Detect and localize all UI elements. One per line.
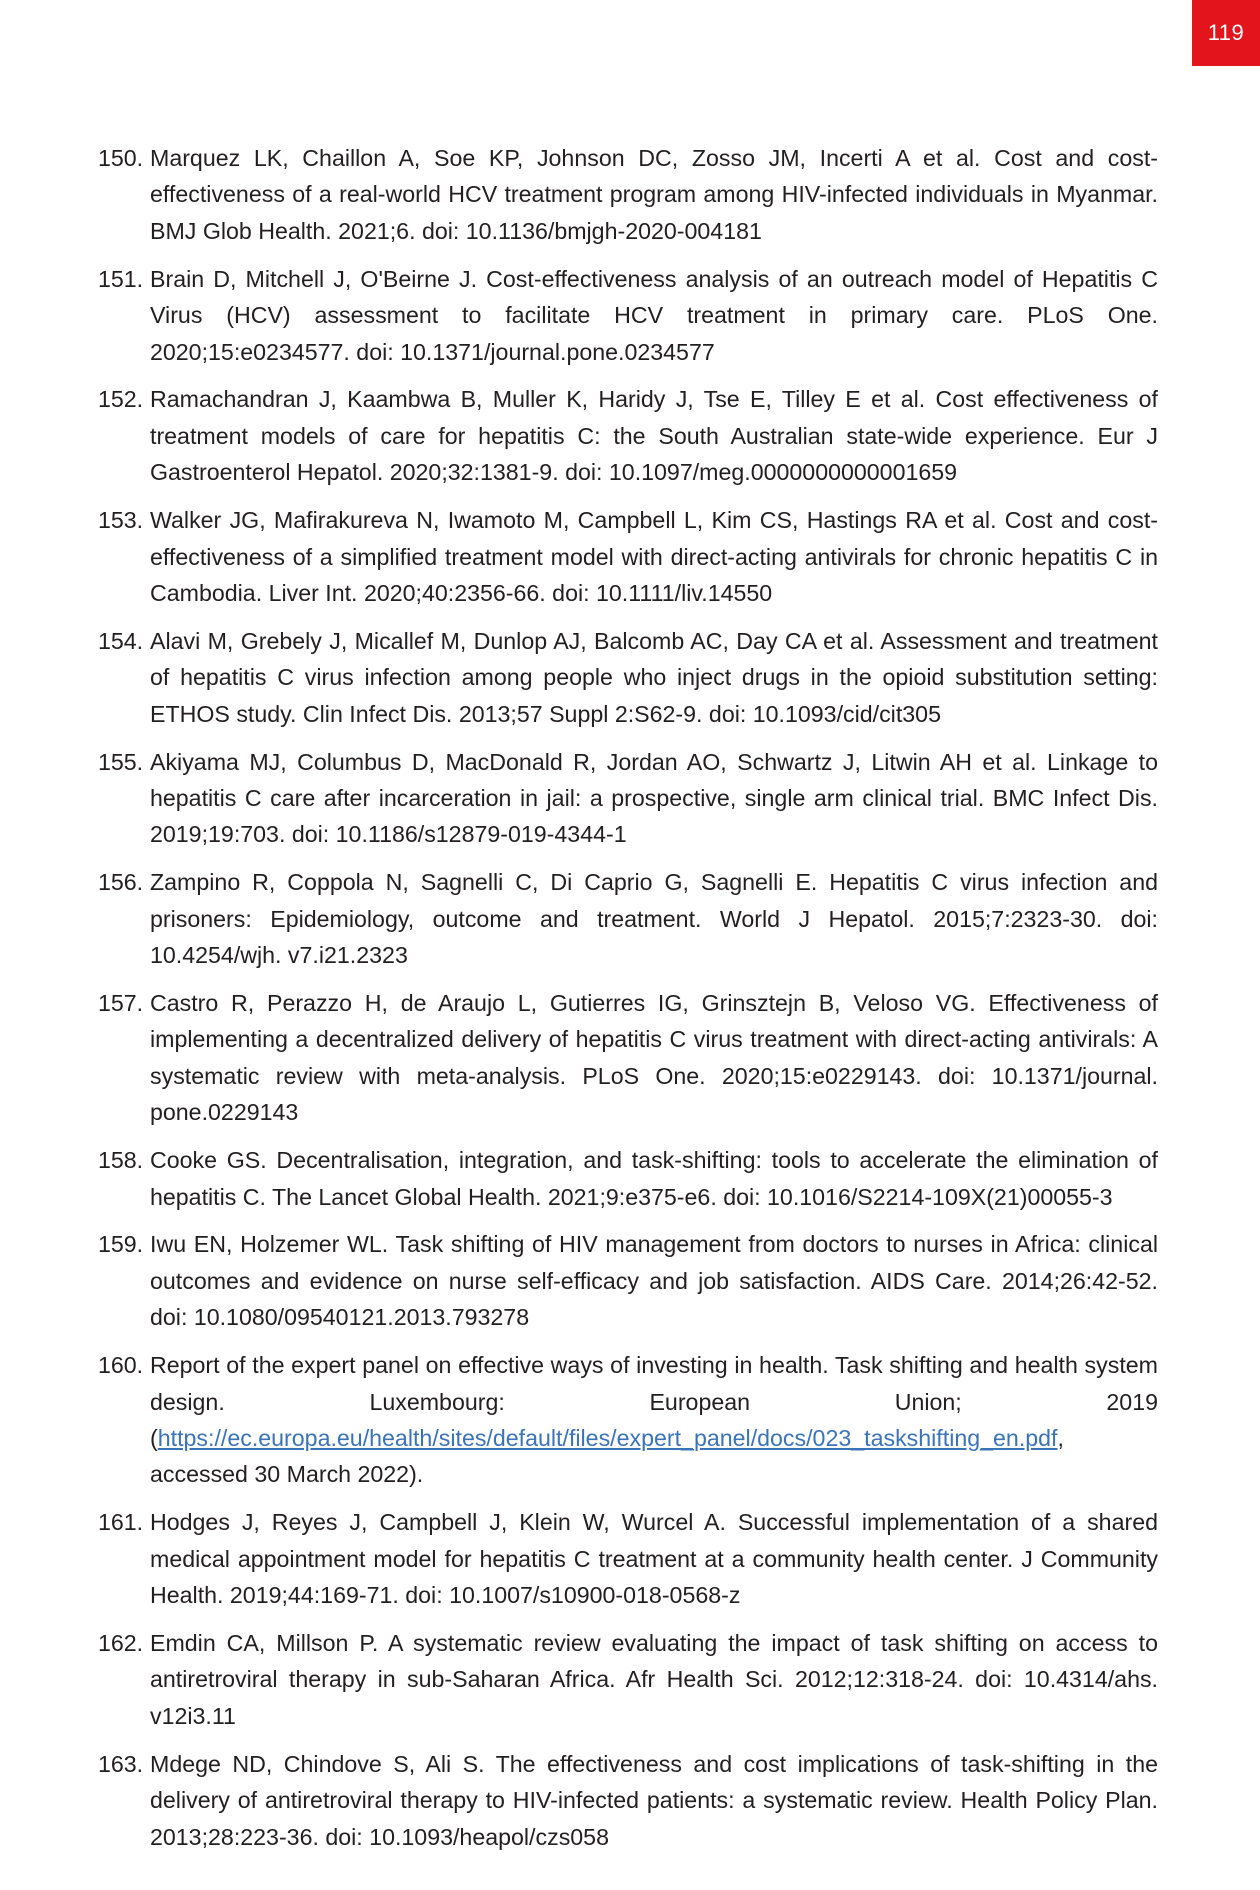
reference-number: 159.	[98, 1231, 144, 1258]
reference-item	[98, 744, 1158, 853]
reference-item	[98, 985, 1158, 1131]
reference-text: Cooke GS. Decentralisation, integration, and task-shifting: tools to accelerate the elimination of hepatitis C. The Lancet Global Health. 2021;9:e375-e6. doi: 10.1016/S2214-109X(21)00055-3	[150, 1147, 1158, 1210]
reference-text: Hodges J, Reyes J, Campbell J, Klein W, Wurcel A. Successful implementation of a shared medical appointment model for hepatitis C treatment at a community health center. J Community Health. 2019;44:169-71. doi: 10.1007/s10900-018-0568-z	[150, 1509, 1158, 1609]
reference-number: 152.	[98, 386, 144, 413]
reference-number: 156.	[98, 869, 144, 896]
reference-number: 160.	[98, 1352, 144, 1379]
reference-text: Report of the expert panel on effective ways of investing in health. Task shifting and health system design. Luxembourg: European Union; 2019 (	[150, 1352, 1158, 1451]
reference-text: Brain D, Mitchell J, O'Beirne J. Cost-effectiveness analysis of an outreach model of Hepatitis C Virus (HCV) assessment to facilitate HCV treatment in primary care. PLoS One. 2020;15:e0234577. doi: 10.1371/journal.pone.0234577	[150, 265, 1158, 365]
reference-text: Iwu EN, Holzemer WL. Task shifting of HIV management from doctors to nurses in Africa: clinical outcomes and evidence on nurse self-efficacy and job satisfaction. AIDS Care. 2014;26:42-52. doi: 10.1080/09540121.2013.793278	[150, 1231, 1158, 1331]
reference-number: 151.	[98, 265, 144, 292]
reference-number: 163.	[98, 1750, 144, 1777]
reference-item	[98, 1625, 1158, 1734]
reference-link[interactable]: https://ec.europa.eu/health/sites/default/files/expert_panel/docs/023_taskshifting_en.pdf	[157, 1425, 1058, 1451]
reference-item	[98, 1746, 1158, 1855]
reference-number: 154.	[98, 627, 144, 654]
reference-text: Mdege ND, Chindove S, Ali S. The effectiveness and cost implications of task-shifting in the delivery of antiretroviral therapy to HIV-infected patients: a systematic review. Health Policy Plan. 2013;28:223-36. doi: 10.1093/heapol/czs058	[150, 1750, 1158, 1850]
reference-item	[98, 1142, 1158, 1215]
reference-text: Walker JG, Mafirakureva N, Iwamoto M, Campbell L, Kim CS, Hastings RA et al. Cost and cost-effectiveness of a simplified treatment model with direct-acting antivirals for chronic hepatitis C in Cambodia. Liver Int. 2020;40:2356-66. doi: 10.1111/liv.14550	[150, 507, 1158, 606]
reference-item	[98, 864, 1158, 973]
reference-item	[98, 261, 1158, 370]
reference-number: 150.	[98, 145, 144, 171]
reference-list	[98, 140, 1158, 1866]
reference-number: 155.	[98, 748, 144, 775]
reference-item	[98, 1504, 1158, 1613]
reference-number: 157.	[98, 990, 144, 1017]
reference-text: Alavi M, Grebely J, Micallef M, Dunlop AJ, Balcomb AC, Day CA et al. Assessment and treatment of hepatitis C virus infection among people who inject drugs in the opioid substitution setting: ETHOS study. Clin Infect Dis. 2013;57 Suppl 2:S62-9. doi: 10.1093/cid/cit305	[150, 627, 1158, 727]
reference-number: 162.	[98, 1630, 144, 1657]
reference-text: Zampino R, Coppola N, Sagnelli C, Di Caprio G, Sagnelli E. Hepatitis C virus infection and prisoners: Epidemiology, outcome and treatment. World J Hepatol. 2015;7:2323-30. doi: 10.4254/wjh. v7.i21.2323	[150, 869, 1158, 969]
reference-item	[98, 381, 1158, 490]
reference-text: Emdin CA, Millson P. A systematic review evaluating the impact of task shifting on access to antiretroviral therapy in sub-Saharan Africa. Afr Health Sci. 2012;12:318-24. doi: 10.4314/ahs. v12i3.11	[150, 1630, 1158, 1729]
page-number-tab	[1192, 0, 1260, 66]
reference-number: 158.	[98, 1147, 144, 1174]
reference-number: 153.	[98, 507, 144, 534]
reference-item	[98, 1347, 1158, 1493]
reference-text: Ramachandran J, Kaambwa B, Muller K, Haridy J, Tse E, Tilley E et al. Cost effectiveness of treatment models of care for hepatitis C: the South Australian state-wide experience. Eur J Gastroenterol Hepatol. 2020;32:1381-9. doi: 10.1097/meg.0000000000001659	[150, 386, 1158, 486]
reference-item	[98, 1226, 1158, 1335]
reference-text: Castro R, Perazzo H, de Araujo L, Gutierres IG, Grinsztejn B, Veloso VG. Effectiveness of implementing a decentralized delivery of hepatitis C virus treatment with direct-acting antivirals: A systematic review with meta-analysis. PLoS One. 2020;15:e0229143. doi: 10.1371/journal. pone.0229143	[150, 990, 1158, 1126]
reference-text-after-link: , accessed 30 March 2022).	[150, 1425, 1064, 1488]
reference-number: 161.	[98, 1509, 144, 1536]
reference-text: Akiyama MJ, Columbus D, MacDonald R, Jordan AO, Schwartz J, Litwin AH et al. Linkage to hepatitis C care after incarceration in jail: a prospective, single arm clinical trial. BMC Infect Dis. 2019;19:703. doi: 10.1186/s12879-019-4344-1	[150, 748, 1158, 848]
reference-item	[98, 623, 1158, 732]
reference-text: Marquez LK, Chaillon A, Soe KP, Johnson DC, Zosso JM, Incerti A et al. Cost and cost-effectiveness of a real-world HCV treatment program among HIV-infected individuals in Myanmar. BMJ Glob Health. 2021;6. doi: 10.1136/bmjgh-2020-004181	[150, 145, 1158, 244]
reference-item	[98, 502, 1158, 611]
reference-item	[98, 140, 1158, 249]
page-number: 119	[1207, 20, 1245, 45]
